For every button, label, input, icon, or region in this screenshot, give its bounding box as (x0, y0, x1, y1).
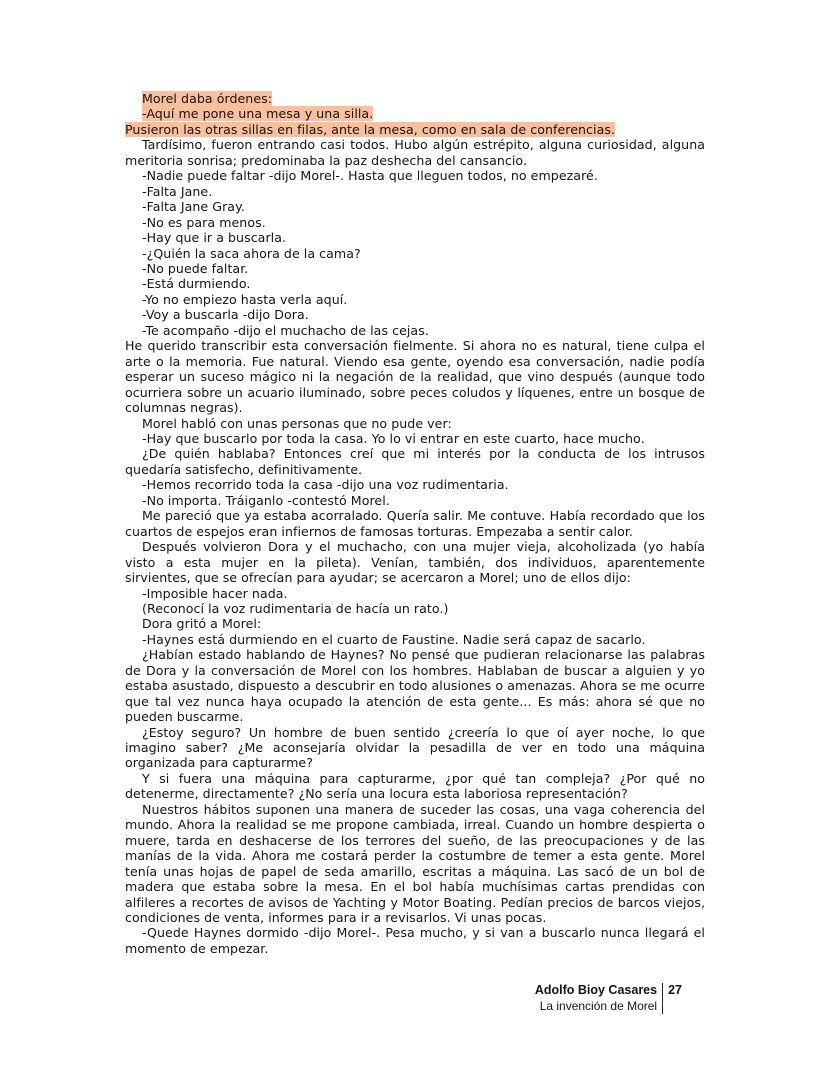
paragraph (125, 539, 705, 585)
paragraph (125, 616, 705, 631)
paragraph (125, 246, 705, 261)
highlighted-text: -Aquí me pone una mesa y una silla. (142, 106, 374, 122)
paragraph-text: -Hay que ir a buscarla. (142, 230, 287, 246)
highlighted-text: Morel daba órdenes: (142, 91, 273, 106)
paragraph (125, 168, 705, 183)
paragraph (125, 446, 705, 477)
paragraph-text: -Voy a buscarla -dijo Dora. (142, 307, 309, 323)
paragraph-text: Dora gritó a Morel: (142, 616, 262, 632)
paragraph-text: -Haynes está durmiendo en el cuarto de Faustine. Nadie será capaz de sacarlo. (142, 631, 646, 647)
paragraph-text: -Nadie puede faltar -dijo Morel-. Hasta que lleguen todos, no empezaré. (142, 168, 598, 184)
paragraph (125, 477, 705, 492)
paragraph-text: -No puede faltar. (142, 260, 249, 276)
paragraph (125, 292, 705, 307)
paragraph-text: -Imposible hacer nada. (142, 585, 288, 601)
page-number: 27 (668, 983, 682, 997)
paragraph-text: -Falta Jane. (142, 183, 213, 199)
paragraph-text: Nuestros hábitos suponen una manera de suceder las cosas, una vaga coherencia del mundo. Ahora la realidad se me propone cambiada, irreal. Cuando un hombre despierta o muere, tarda en deshacerse de los terrores del sueño, de las preocupaciones y de las manías de la vida. Ahora me costará perder la costumbre de temer a esta gente. Morel tenía unas hojas de papel de seda amarillo, escritas a máquina. Las sacó de un bol de madera que estaba sobre la mesa. En el bol había muchísimas cartas prendidas con alfileres a recortes de avisos de Yachting y Motor Boating. Pedían precios de barcos viejos, condiciones de venta, informes para ir a revisarlos. Vi unas pocas. (125, 801, 705, 926)
paragraph-text: Después volvieron Dora y el muchacho, con una mujer vieja, alcoholizada (yo había visto a esta mujer en la pileta). Venían, también, dos individuos, aparentemente sirvientes, que se ofrecían para ayudar; se acercaron a Morel; uno de ellos dijo: (125, 539, 705, 586)
paragraph-text: -Hemos recorrido toda la casa -dijo una voz rudimentaria. (142, 477, 509, 493)
paragraph-text: ¿Habían estado hablando de Haynes? No pensé que pudieran relacionarse las palabras de Dora y la conversación de Morel con los hombres. Hablaban de buscar a alguien y yo estaba asustado, dispuesto a descubrir en todo alusiones o amenazas. Ahora se me ocurre que tal vez nunca haya ocupado la atención de esta gente... Es más: ahora sé que no pueden buscarme. (125, 647, 705, 725)
highlighted-text: Pusieron las otras sillas en filas, ante la mesa, como en sala de conferencias. (125, 121, 615, 137)
paragraph (125, 771, 705, 802)
paragraph-text: -Yo no empiezo hasta verla aquí. (142, 291, 348, 307)
paragraph (125, 307, 705, 322)
paragraph-text: -No es para menos. (142, 214, 266, 230)
paragraph (125, 802, 705, 926)
paragraph (125, 601, 705, 616)
footer-credits (535, 983, 663, 1014)
book-title: La invención de Morel (539, 999, 658, 1013)
paragraph (125, 508, 705, 539)
paragraph (125, 261, 705, 276)
paragraph-text: ¿Estoy seguro? Un hombre de buen sentido ¿creería lo que oí ayer noche, lo que imagino saber? ¿Me aconsejaría olvidar la pesadilla de ver en todo una máquina organizada para capturarme? (125, 724, 705, 771)
paragraph (125, 122, 705, 137)
paragraph (125, 215, 705, 230)
paragraph-text: -Está durmiendo. (142, 276, 251, 292)
paragraph-text: ¿De quién hablaba? Entonces creí que mi interés por la conducta de los intrusos quedaría satisfecho, definitivamente. (125, 446, 705, 477)
paragraph-text: Morel habló con unas personas que no pude ver: (142, 415, 452, 431)
paragraph (125, 184, 705, 199)
paragraph (125, 91, 705, 106)
paragraph (125, 586, 705, 601)
paragraph-text: Me pareció que ya estaba acorralado. Quería salir. Me contuve. Había recordado que los cuartos de espejos eran infiernos de famosas torturas. Empezaba a sentir calor. (125, 508, 705, 539)
paragraph (125, 338, 705, 415)
paragraph (125, 493, 705, 508)
paragraph-text: -Falta Jane Gray. (142, 199, 245, 215)
paragraph-text: (Reconocí la voz rudimentaria de hacía un rato.) (142, 600, 449, 616)
paragraph-text: He querido transcribir esta conversación fielmente. Si ahora no es natural, tiene culpa el arte o la memoria. Fue natural. Viendo esa gente, oyendo esa conversación, nadie podía esperar un suceso mágico ni la negación de la realidad, que vino después (aunque todo ocurriera sobre un acuario iluminado, sobre peces coludos y líquenes, entre un bosque de columnas negras). (125, 338, 705, 416)
paragraph-text: -Te acompaño -dijo el muchacho de las cejas. (142, 322, 429, 338)
paragraph-text: -¿Quién la saca ahora de la cama? (142, 245, 361, 261)
paragraph (125, 199, 705, 214)
paragraph (125, 323, 705, 338)
paragraph-text: -Quede Haynes dormido -dijo Morel-. Pesa mucho, y si van a buscarlo nunca llegará el momento de empezar. (125, 925, 705, 956)
paragraph-text: Y si fuera una máquina para capturarme, ¿por qué tan compleja? ¿Por qué no detenerme, directamente? ¿No sería una locura esta laboriosa representación? (125, 770, 705, 802)
paragraph (125, 416, 705, 431)
paragraph (125, 431, 705, 446)
paragraph-text: -No importa. Tráiganlo -contestó Morel. (142, 492, 390, 508)
paragraph (125, 725, 705, 771)
page-footer (535, 983, 682, 1014)
paragraph (125, 925, 705, 956)
paragraph (125, 137, 705, 168)
body-text (125, 91, 705, 956)
paragraph-text: -Hay que buscarlo por toda la casa. Yo lo vi entrar en este cuarto, hace mucho. (142, 430, 645, 446)
paragraph (125, 632, 705, 647)
paragraph (125, 106, 705, 121)
paragraph-text: Tardísimo, fueron entrando casi todos. Hubo algún estrépito, alguna curiosidad, alguna meritoria sonrisa; predominaba la paz deshecha del cansancio. (125, 137, 705, 168)
paragraph (125, 276, 705, 291)
paragraph (125, 647, 705, 724)
paragraph (125, 230, 705, 245)
author-name: Adolfo Bioy Casares (534, 983, 658, 997)
